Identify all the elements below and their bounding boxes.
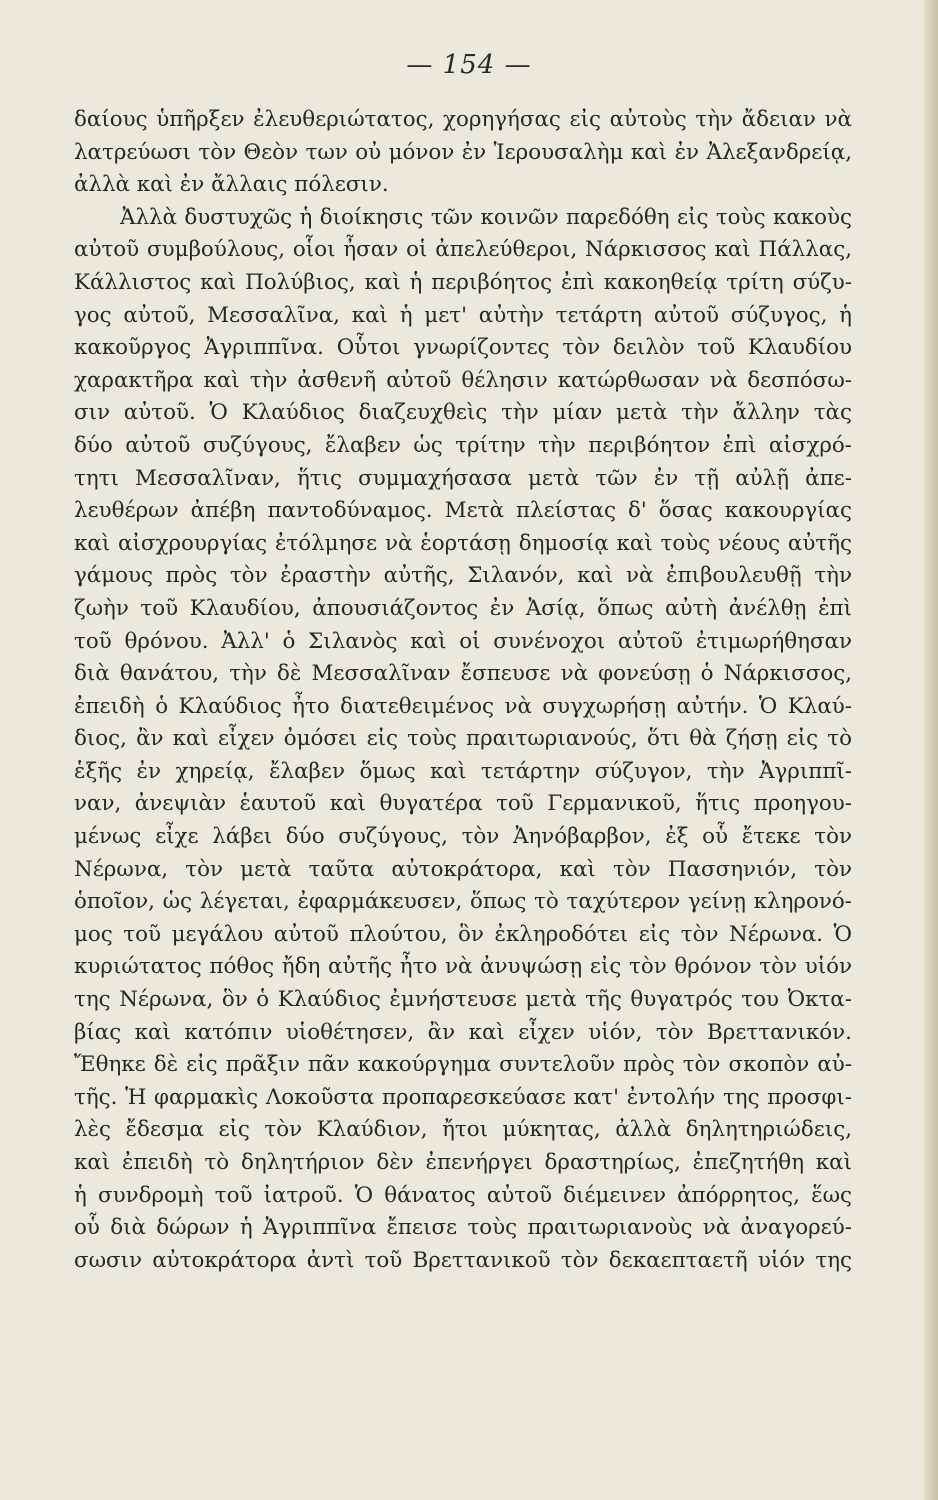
text-line: αὐτοῦ συμβούλους, οἷοι ἦσαν οἱ ἀπελεύθεροι, Νάρκισσος καὶ Πάλλας,: [74, 237, 852, 263]
text-line: ναν, ἀνεψιὰν ἑαυτοῦ καὶ θυγατέρα τοῦ Γερμανικοῦ, ἥτις προηγου-: [74, 791, 852, 817]
text-line: τητι Μεσσαλῖναν, ἥτις συμμαχήσασα μετὰ τῶν ἐν τῇ αὐλῇ ἀπε-: [74, 465, 852, 491]
text-line: γος αὐτοῦ, Μεσσαλῖνα, καὶ ἡ μετ' αὐτὴν τετάρτη αὐτοῦ σύζυγος, ἡ: [74, 302, 852, 328]
text-line: χαρακτῆρα καὶ τὴν ἀσθενῆ αὐτοῦ θέλησιν κατώρθωσαν νὰ δεσπόσω-: [74, 367, 852, 393]
text-line: οὗ διὰ δώρων ἡ Ἀγριππῖνα ἔπεισε τοὺς πραιτωριανοὺς νὰ ἀναγορεύ-: [74, 1215, 852, 1241]
text-line: Νέρωνα, τὸν μετὰ ταῦτα αὐτοκράτορα, καὶ τὸν Πασσηνιόν, τὸν: [74, 856, 852, 882]
text-line: κακοῦργος Ἀγριππῖνα. Οὗτοι γνωρίζοντες τὸν δειλὸν τοῦ Κλαυδίου: [74, 335, 852, 361]
text-line: Ἀλλὰ δυστυχῶς ἡ διοίκησις τῶν κοινῶν παρεδόθη εἰς τοὺς κακοὺς: [120, 204, 852, 230]
text-line: γάμους πρὸς τὸν ἐραστὴν αὐτῆς, Σιλανόν, καὶ νὰ ἐπιβουλευθῇ τὴν: [74, 563, 852, 589]
text-line: κυριώτατος πόθος ἤδη αὐτῆς ἦτο νὰ ἀνυψώσῃ εἰς τὸν θρόνον τὸν υἱόν: [74, 954, 852, 980]
text-line: διὰ θανάτου, τὴν δὲ Μεσσαλῖναν ἔσπευσε νὰ φονεύσῃ ὁ Νάρκισσος,: [74, 661, 852, 687]
body-text: [74, 104, 852, 1277]
text-line: μος τοῦ μεγάλου αὐτοῦ πλούτου, ὃν ἐκληροδότει εἰς τὸν Νέρωνα. Ὁ: [74, 921, 852, 947]
text-line: τοῦ θρόνου. Ἀλλ' ὁ Σιλανὸς καὶ οἱ συνένοχοι αὐτοῦ ἐτιμωρήθησαν: [74, 628, 852, 654]
text-line: σωσιν αὐτοκράτορα ἀντὶ τοῦ Βρεττανικοῦ τὸν δεκαεπταετῆ υἱόν της: [74, 1247, 852, 1273]
text-line: λευθέρων ἀπέβη παντοδύναμος. Μετὰ πλείστας δ' ὅσας κακουργίας: [74, 498, 852, 524]
page-edge-shadow: [924, 0, 938, 1500]
text-line: Κάλλιστος καὶ Πολύβιος, καὶ ἡ περιβόητος ἐπὶ κακοηθείᾳ τρίτη σύζυ-: [74, 269, 852, 295]
text-line: ἀλλὰ καὶ ἐν ἄλλαις πόλεσιν.: [74, 172, 389, 198]
text-line: δαίους ὑπῆρξεν ἐλευθεριώτατος, χορηγήσας εἰς αὐτοὺς τὴν ἄδειαν νὰ: [74, 107, 852, 132]
text-line: μένως εἶχε λάβει δύο συζύγους, τὸν Ἀηνόβαρβον, ἐξ οὗ ἔτεκε τὸν: [74, 824, 852, 850]
text-line: διος, ἂν καὶ εἶχεν ὀμόσει εἰς τοὺς πραιτωριανούς, ὅτι θὰ ζήσῃ εἰς τὸ: [74, 726, 852, 752]
text-line: Ἔθηκε δὲ εἰς πρᾶξιν πᾶν κακούργημα συντελοῦν πρὸς τὸν σκοπὸν αὐ-: [74, 1052, 852, 1078]
text-line: λὲς ἔδεσμα εἰς τὸν Κλαύδιον, ἤτοι μύκητας, ἀλλὰ δηλητηριώδεις,: [74, 1117, 852, 1143]
text-line: τῆς. Ἡ φαρμακὶς Λοκοῦστα προπαρεσκεύασε κατ' ἐντολήν της προσφι-: [74, 1084, 852, 1110]
text-line: βίας καὶ κατόπιν υἱοθέτησεν, ἂν καὶ εἶχεν υἱόν, τὸν Βρεττανικόν.: [74, 1019, 852, 1045]
text-line: σιν αὐτοῦ. Ὁ Κλαύδιος διαζευχθεὶς τὴν μίαν μετὰ τὴν ἄλλην τὰς: [74, 400, 852, 426]
text-line: λατρεύωσι τὸν Θεὸν των οὐ μόνον ἐν Ἱερουσαλὴμ καὶ ἐν Ἀλεξανδρείᾳ,: [74, 139, 852, 165]
text-line: καὶ ἐπειδὴ τὸ δηλητήριον δὲν ἐπενήργει δραστηρίως, ἐπεζητήθη καὶ: [74, 1150, 852, 1175]
text-line: της Νέρωνα, ὃν ὁ Κλαύδιος ἐμνήστευσε μετὰ τῆς θυγατρός του Ὀκτα-: [74, 987, 852, 1013]
text-line: ἡ συνδρομὴ τοῦ ἰατροῦ. Ὁ θάνατος αὐτοῦ διέμεινεν ἀπόρρητος, ἕως: [74, 1182, 852, 1208]
page-number: — 154 —: [406, 50, 532, 80]
text-line: ζωὴν τοῦ Κλαυδίου, ἀπουσιάζοντος ἐν Ἀσίᾳ, ὅπως αὐτὴ ἀνέλθῃ ἐπὶ: [74, 595, 852, 621]
text-line: ἑξῆς ἐν χηρείᾳ, ἔλαβεν ὅμως καὶ τετάρτην σύζυγον, τὴν Ἀγριππῖ-: [74, 758, 852, 784]
text-line: ἐπειδὴ ὁ Κλαύδιος ἦτο διατεθειμένος νὰ συγχωρήσῃ αὐτήν. Ὁ Κλαύ-: [74, 693, 852, 719]
text-line: δύο αὐτοῦ συζύγους, ἔλαβεν ὡς τρίτην τὴν περιβόητον ἐπὶ αἰσχρό-: [74, 432, 852, 458]
text-line: καὶ αἰσχρουργίας ἐτόλμησε νὰ ἑορτάσῃ δημοσίᾳ καὶ τοὺς νέους αὐτῆς: [74, 530, 852, 556]
text-line: ὁποῖον, ὡς λέγεται, ἐφαρμάκευσεν, ὅπως τὸ ταχύτερον γείνῃ κληρονό-: [74, 889, 852, 915]
